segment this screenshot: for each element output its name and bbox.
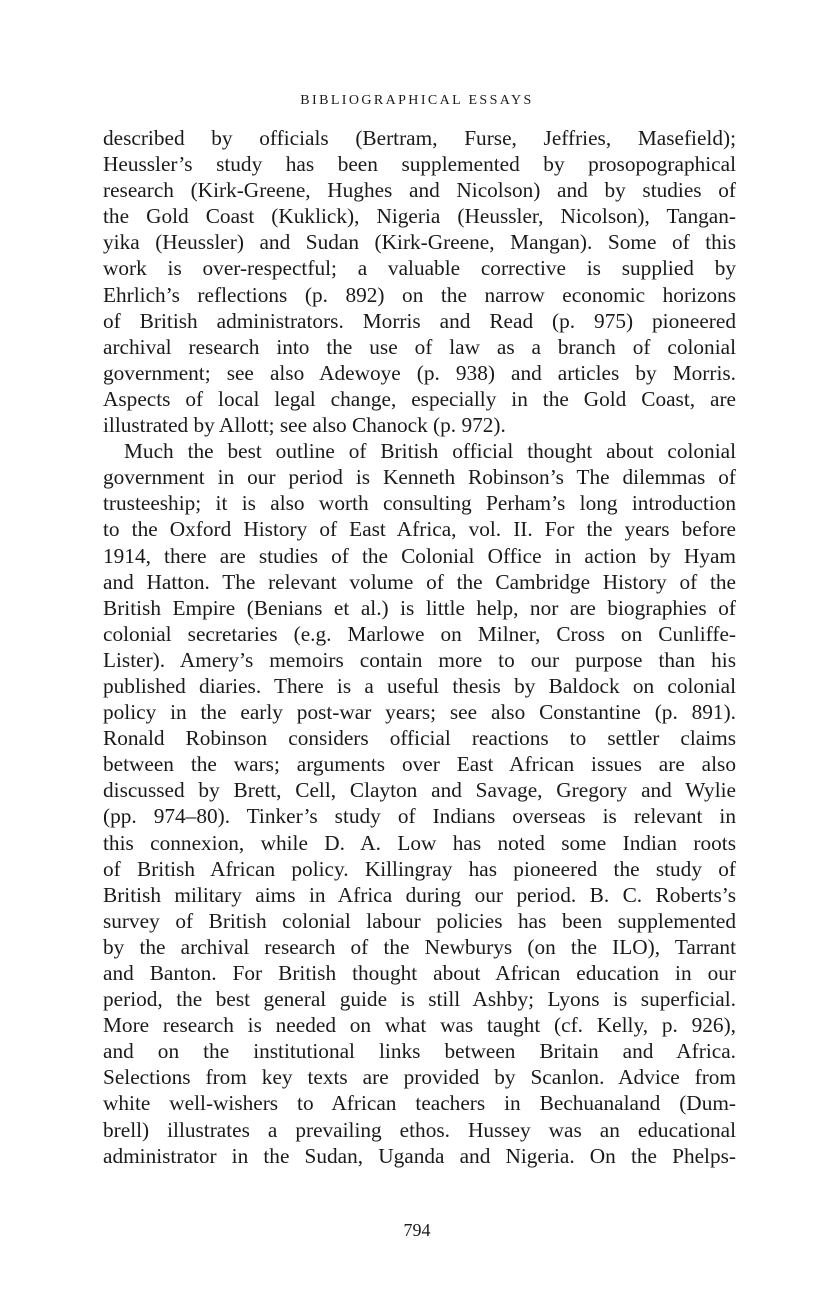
text-line: Much the best outline of British official thought about colonial	[124, 439, 736, 464]
text-line: (pp. 974–80). Tinker’s study of Indians overseas is relevant in	[103, 804, 736, 829]
text-line: and on the institutional links between Britain and Africa.	[103, 1039, 736, 1064]
text-line: and Hatton. The relevant volume of the Cambridge History of the	[103, 569, 736, 594]
text-line: 1914, there are studies of the Colonial Office in action by Hyam	[103, 543, 736, 568]
text-line: archival research into the use of law as a branch of colonial	[103, 334, 736, 359]
text-line: of British African policy. Killingray has pioneered the study of	[103, 856, 736, 881]
body-text	[103, 125, 736, 1169]
text-line: Heussler’s study has been supplemented by prosopographical	[103, 152, 736, 177]
text-line: More research is needed on what was taught (cf. Kelly, p. 926),	[103, 1013, 736, 1038]
text-line: Lister). Amery’s memoirs contain more to our purpose than his	[103, 647, 736, 672]
text-line: white well-wishers to African teachers in Bechuanaland (Dum-	[103, 1091, 736, 1116]
page-number: 794	[403, 1220, 431, 1240]
text-line: Selections from key texts are provided by Scanlon. Advice from	[103, 1065, 736, 1090]
text-line: research (Kirk-Greene, Hughes and Nicolson) and by studies of	[103, 178, 736, 203]
running-head: BIBLIOGRAPHICAL ESSAYS	[300, 93, 534, 108]
text-line: government; see also Adewoye (p. 938) and articles by Morris.	[103, 360, 736, 385]
text-line: described by officials (Bertram, Furse, Jeffries, Masefield);	[103, 126, 736, 150]
text-line: the Gold Coast (Kuklick), Nigeria (Heussler, Nicolson), Tangan-	[103, 204, 736, 229]
text-line: work is over-respectful; a valuable corrective is supplied by	[103, 256, 736, 281]
text-line: Ehrlich’s reflections (p. 892) on the narrow economic horizons	[103, 282, 736, 307]
text-line: of British administrators. Morris and Read (p. 975) pioneered	[103, 308, 736, 333]
text-line: Aspects of local legal change, especially in the Gold Coast, are	[103, 386, 736, 411]
text-line: colonial secretaries (e.g. Marlowe on Milner, Cross on Cunliffe-	[103, 621, 736, 646]
text-line: discussed by Brett, Cell, Clayton and Savage, Gregory and Wylie	[103, 778, 736, 803]
text-line: administrator in the Sudan, Uganda and Nigeria. On the Phelps-	[103, 1143, 736, 1168]
text-line: yika (Heussler) and Sudan (Kirk-Greene, Mangan). Some of this	[103, 230, 736, 255]
text-line: policy in the early post-war years; see also Constantine (p. 891).	[103, 700, 736, 725]
text-line: British military aims in Africa during our period. B. C. Roberts’s	[103, 882, 736, 907]
text-line: British Empire (Benians et al.) is little help, nor are biographies of	[103, 595, 736, 620]
text-line: government in our period is Kenneth Robinson’s The dilemmas of	[103, 465, 736, 490]
text-line: published diaries. There is a useful thesis by Baldock on colonial	[103, 673, 736, 698]
text-line: between the wars; arguments over East African issues are also	[103, 752, 736, 777]
text-line: period, the best general guide is still Ashby; Lyons is superficial.	[103, 987, 736, 1012]
text-line: to the Oxford History of East Africa, vol. II. For the years before	[103, 517, 736, 542]
text-line: Ronald Robinson considers official reactions to settler claims	[103, 726, 736, 751]
text-line: by the archival research of the Newburys (on the ILO), Tarrant	[103, 934, 736, 959]
text-line: illustrated by Allott; see also Chanock (p. 972).	[103, 413, 506, 438]
text-line: this connexion, while D. A. Low has noted some Indian roots	[103, 830, 736, 855]
text-line: brell) illustrates a prevailing ethos. Hussey was an educational	[103, 1117, 736, 1142]
text-line: and Banton. For British thought about African education in our	[103, 961, 736, 985]
text-line: survey of British colonial labour policies has been supplemented	[103, 908, 736, 933]
text-line: trusteeship; it is also worth consulting Perham’s long introduction	[103, 491, 736, 516]
